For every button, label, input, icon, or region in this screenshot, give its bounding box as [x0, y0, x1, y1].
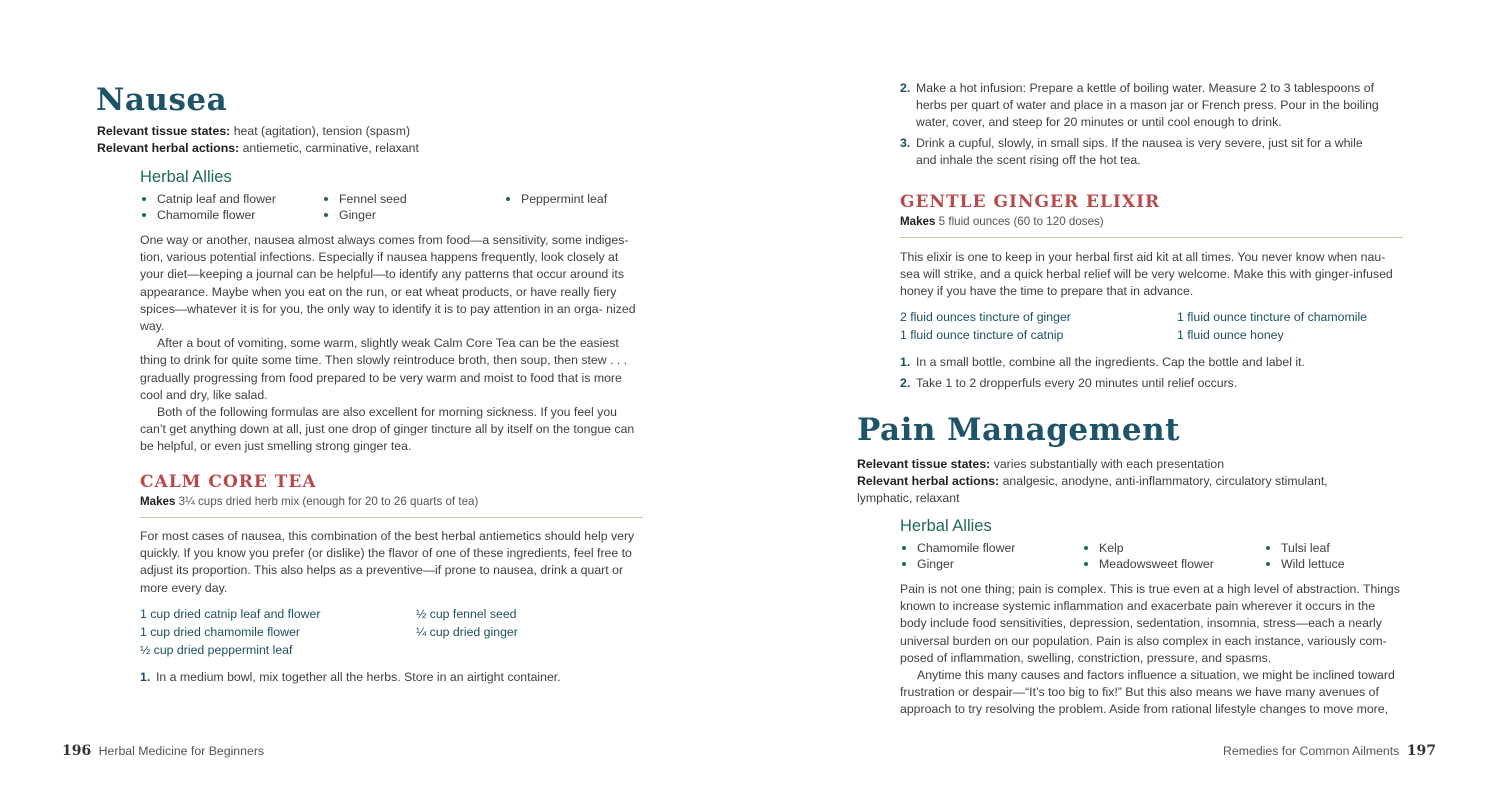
recipe-steps [900, 354, 1400, 396]
step-item: 1. In a small bottle, combine all the ingredients. Cap the bottle and label it. [900, 355, 1305, 369]
ingredient-item: ½ cup fennel seed [416, 607, 517, 621]
recipe-makes: Makes 5 fluid ounces (60 to 120 doses) [900, 215, 1104, 228]
recipe-title-gentle-ginger-elixir: GENTLE GINGER ELIXIR [900, 192, 1161, 212]
step-item: 1. In a medium bowl, mix together all the herbs. Store in an airtight container. [140, 670, 561, 684]
pain-body [900, 581, 1402, 719]
ingredient-item: ½ cup dried peppermint leaf [140, 643, 293, 657]
page-title-pain-management: Pain Management [857, 412, 1180, 448]
tissue-states: Relevant tissue states: varies substantially with each presentation [857, 457, 1225, 471]
nausea-relevant [97, 123, 657, 157]
recipe-intro: For most cases of nausea, this combination of the best herbal antiemetics should help very quickly. If you know you prefer (or dislike) the flavor of one of these ingredients, feel free to adjust its proportion. This also helps as a preventive—if prone to nausea, drink a quart or more every day. [140, 529, 635, 595]
ingredient-item: 1 fluid ounce tincture of chamomile [1177, 310, 1368, 324]
ally-item: Ginger [322, 207, 504, 223]
ally-item: Meadowsweet flower [1082, 556, 1264, 572]
running-title: Herbal Medicine for Beginners [98, 744, 265, 758]
step-item: 3. Drink a cupful, slowly, in small sips. If the nausea is very severe, just sit for a while and inhale the scent rising off the hot tea. [900, 136, 1363, 167]
ally-item: Tulsi leaf [1264, 540, 1446, 556]
body-paragraph: After a bout of vomiting, some warm, slightly weak Calm Core Tea can be the easiest thing to drink for quite some time. Then slowly reintroduce broth, then soup, then stew . . . gradually progressing from food prepared to be very warm and moist to food that is more cool and dry, like salad. [140, 336, 628, 402]
ingredient-item: 1 cup dried chamomile flower [140, 625, 300, 639]
recipe-intro: This elixir is one to keep in your herbal first aid kit at all times. You never know when nau- sea will strike, and a quick herbal relief will be very welcome. Make this with ginger-infused honey if you have the time to prepare that in advance. [900, 250, 1393, 299]
ingredients-list [900, 308, 1407, 344]
ally-item: Peppermint leaf [504, 191, 686, 207]
ingredient-item: 1 fluid ounce honey [1177, 328, 1284, 342]
page-number: 196 [62, 743, 92, 759]
ally-item: Chamomile flower [140, 207, 322, 223]
footer-right [1223, 743, 1436, 759]
herbal-allies-list [900, 540, 1446, 572]
recipe-title-calm-core-tea: CALM CORE TEA [140, 472, 317, 492]
ally-item: Wild lettuce [1264, 556, 1446, 572]
recipe-makes: Makes 3¼ cups dried herb mix (enough for 20 to 26 quarts of tea) [140, 495, 479, 508]
recipe-steps [140, 669, 640, 690]
body-paragraph: Anytime this many causes and factors influence a situation, we might be inclined toward frustration or despair—“It’s too big to fix!” But this also means we have many avenues of approach to try resolving the problem. Aside from rational lifestyle changes to move more, [900, 668, 1395, 717]
divider-rule [900, 237, 1403, 238]
herbal-allies-heading: Herbal Allies [140, 168, 232, 186]
ally-item: Catnip leaf and flower [140, 191, 322, 207]
nausea-body [140, 232, 640, 456]
herbal-allies-list [140, 191, 686, 223]
ally-item: Ginger [900, 556, 1082, 572]
page-number: 197 [1406, 743, 1436, 759]
ally-item: Chamomile flower [900, 540, 1082, 556]
divider-rule [140, 517, 643, 518]
ally-item: Fennel seed [322, 191, 504, 207]
ally-item: Kelp [1082, 540, 1264, 556]
running-title: Remedies for Common Ailments [1223, 744, 1400, 758]
herbal-actions: Relevant herbal actions: analgesic, anodyne, anti-inflammatory, circulatory stimulant, lymphatic, relaxant [857, 474, 1328, 505]
pain-relevant [857, 456, 1347, 507]
ingredient-item: 1 cup dried catnip leaf and flower [140, 607, 321, 621]
body-paragraph: Both of the following formulas are also excellent for morning sickness. If you feel you can’t get anything down at all, just one drop of ginger tincture all by itself on the tongue can be helpful, or even just smelling strong ginger tea. [140, 405, 635, 454]
body-paragraph: One way or another, nausea almost always comes from food—a sensitivity, some indiges- tion, various potential infections. Especially if nausea happens frequently, look closely at your diet—keeping a journal can be helpful—to identify any patterns that occur around its appearance. Maybe when you eat on the run, or eat wheat products, or have really fiery spices—whatever it is for you, the only way to identify it is to pay attention in an orga- nized way. [140, 233, 636, 334]
ingredients-list [140, 605, 636, 659]
continued-steps [900, 80, 1380, 173]
body-paragraph: Pain is not one thing; pain is complex. This is true even at a high level of abstraction. Things known to increase systemic inflammation and exacerbate pain wherever it occurs in the body include food sensitivities, depression, sedentation, insomnia, stress—each a nearly universal burden on our population. Pain is also complex in each instance, variously com- posed of inflammation, swelling, constriction, pressure, and spasms. [900, 582, 1400, 665]
herbal-actions: Relevant herbal actions: antiemetic, carminative, relaxant [97, 141, 419, 155]
right-page [750, 0, 1500, 794]
footer-left [62, 743, 264, 759]
step-item: 2. Take 1 to 2 dropperfuls every 20 minutes until relief occurs. [900, 376, 1238, 390]
herbal-allies-heading: Herbal Allies [900, 517, 992, 535]
tissue-states: Relevant tissue states: heat (agitation), tension (spasm) [97, 124, 411, 138]
ingredient-item: 1 fluid ounce tincture of catnip [900, 328, 1064, 342]
ingredient-item: ¼ cup dried ginger [416, 625, 518, 639]
ingredient-item: 2 fluid ounces tincture of ginger [900, 310, 1071, 324]
page-title-nausea: Nausea [96, 82, 228, 118]
step-item: 2. Make a hot infusion: Prepare a kettle of boiling water. Measure 2 to 3 tablespoons of herbs per quart of water and place in a mason jar or French press. Pour in the boiling water, cover, and steep for 20 minutes or until cool enough to drink. [900, 81, 1379, 129]
